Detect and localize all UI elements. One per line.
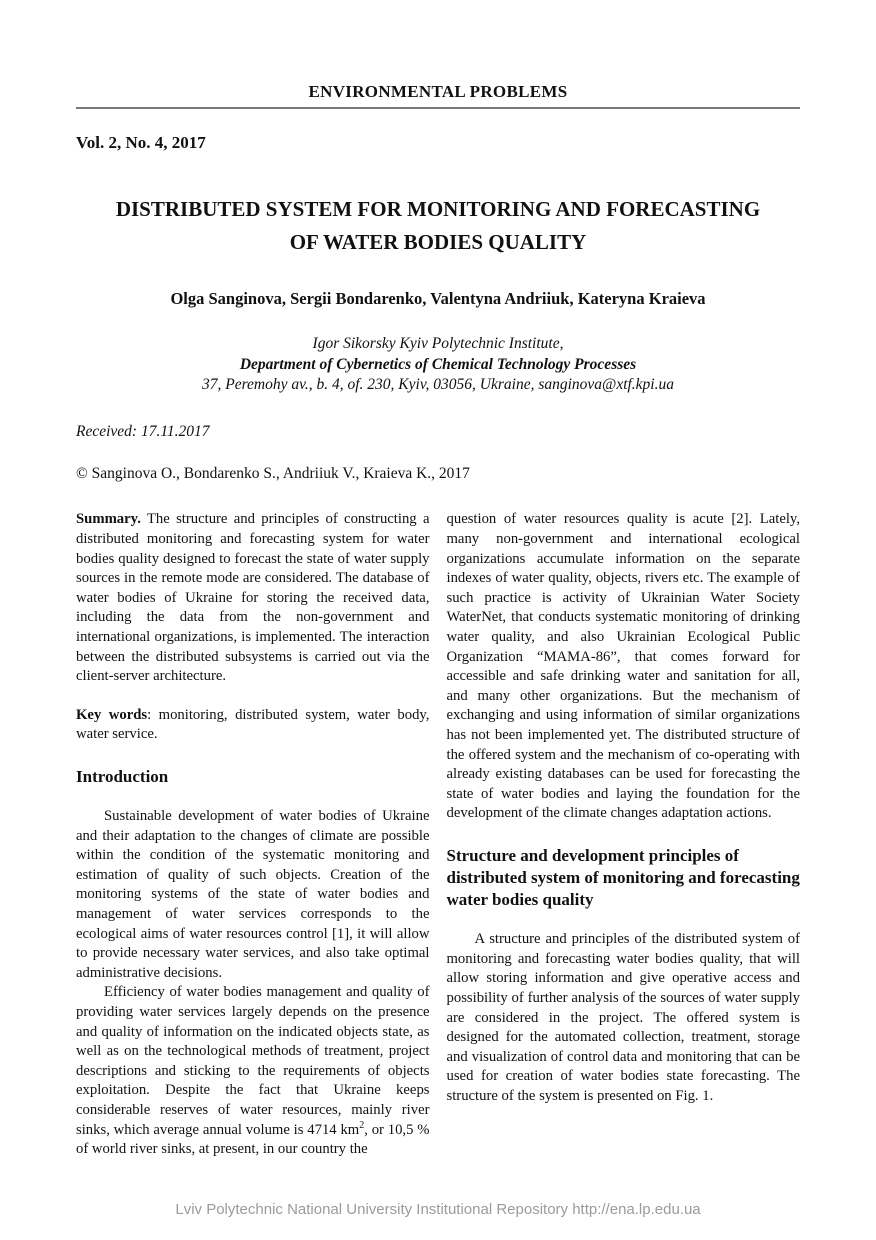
intro-p2-text-b: , or 10,5 % of world river sinks, at present, in our country the <box>76 1121 430 1158</box>
article-title-line1: DISTRIBUTED SYSTEM FOR MONITORING AND FORECASTING <box>115 197 761 221</box>
keywords-text: : monitoring, distributed system, water body, water service. <box>76 706 430 743</box>
right-column <box>447 510 801 1159</box>
two-column-body <box>76 510 800 1159</box>
introduction-paragraph-2 <box>76 983 430 1159</box>
volume-line: Vol. 2, No. 4, 2017 <box>76 133 206 152</box>
repository-footer: Lviv Polytechnic National University Institutional Repository http://ena.lp.edu.ua <box>175 1201 701 1218</box>
article-title-line2: OF WATER BODIES QUALITY <box>289 229 587 254</box>
affiliation-institute: Igor Sikorsky Kyiv Polytechnic Institute, <box>312 335 564 353</box>
copyright-line: © Sanginova O., Bondarenko S., Andriiuk V., Kraieva K., 2017 <box>76 465 470 483</box>
summary-paragraph <box>76 510 430 686</box>
structure-section-paragraph: A structure and principles of the distributed system of monitoring and forecasting water bodies quality, that will allow storing information and give operative access and possibility of further analysis of the sources of water supply are considered in the project. The offered system is designed for the automated collection, treatment, storage and visualization of control data and monitoring that can be used for creation of water bodies state forecasting. The structure of the system is presented on Fig. 1. <box>446 931 800 1104</box>
affiliation-block <box>76 334 800 395</box>
left-column <box>76 510 430 1159</box>
affiliation-address: 37, Peremohy av., b. 4, of. 230, Kyiv, 03056, Ukraine, sanginova@xtf.kpi.ua <box>202 376 674 393</box>
superscript-2: 2 <box>359 1119 365 1131</box>
introduction-heading: Introduction <box>76 766 169 786</box>
keywords-label: Key words <box>76 706 148 723</box>
keywords-paragraph <box>76 706 430 745</box>
article-title <box>76 193 800 258</box>
header-rule <box>76 107 800 109</box>
journal-header: ENVIRONMENTAL PROBLEMS <box>308 82 568 101</box>
introduction-paragraph-1: Sustainable development of water bodies of Ukraine and their adaptation to the changes of climate are possible within the condition of the systematic monitoring and estimation of quality of such objects. Creation of the monitoring systems of the state of water bodies and management of water services corresponds to the ecological aims of water resources control [1], it will allow to provide necessary water services, and also take optimal administrative decisions. <box>76 808 430 981</box>
summary-label: Summary. <box>76 511 141 528</box>
intro-p2-text-a: Efficiency of water bodies management and quality of providing water services largely depends on the presence and quality of information on the indicated objects state, as well as on the technological methods of treatment, project descriptions and sticking to the requirements of objects exploitation. Despite the fact that Ukraine keeps considerable reserves of water resources, mainly river sinks, which average annual volume is 4714 km <box>76 984 430 1138</box>
received-date: Received: 17.11.2017 <box>76 423 210 441</box>
authors-line: Olga Sanginova, Sergii Bondarenko, Valentyna Andriiuk, Kateryna Kraieva <box>170 289 706 309</box>
right-column-paragraph-1: question of water resources quality is acute [2]. Lately, many non-government and international ecological organizations accumulate information on the separate indexes of water quality, objects, rivers etc. The example of such practice is activity of Ukrainian Water Society WaterNet, that conducts systematic monitoring of drinking water quality, and also Ukrainian Ecological Public Organization “MAMA-86”, that comes forward for accessible and safe drinking water and sanitation for all, and many other organizations. But the mechanism of exchanging and using information of similar organizations has not been implemented yet. The distributed structure of the offered system and the mechanism of co-operating with already existing databases can be used for forecasting the state of water bodies and laying the foundation for the development of the climate changes adaptation actions. <box>446 511 800 822</box>
affiliation-department: Department of Cybernetics of Chemical Technology Processes <box>239 355 637 373</box>
structure-section-heading: Structure and development principles of distributed system of monitoring and forecasting water bodies quality <box>446 845 800 910</box>
summary-text: The structure and principles of constructing a distributed monitoring and forecasting system for water bodies quality designed to forecast the state of water supply sources in the remote mode are considered. The database of water bodies of Ukraine for storing the received data, including the data from the non-government and international organizations, is implemented. The interaction between the distributed subsystems is carried out via the client-server architecture. <box>76 511 430 685</box>
